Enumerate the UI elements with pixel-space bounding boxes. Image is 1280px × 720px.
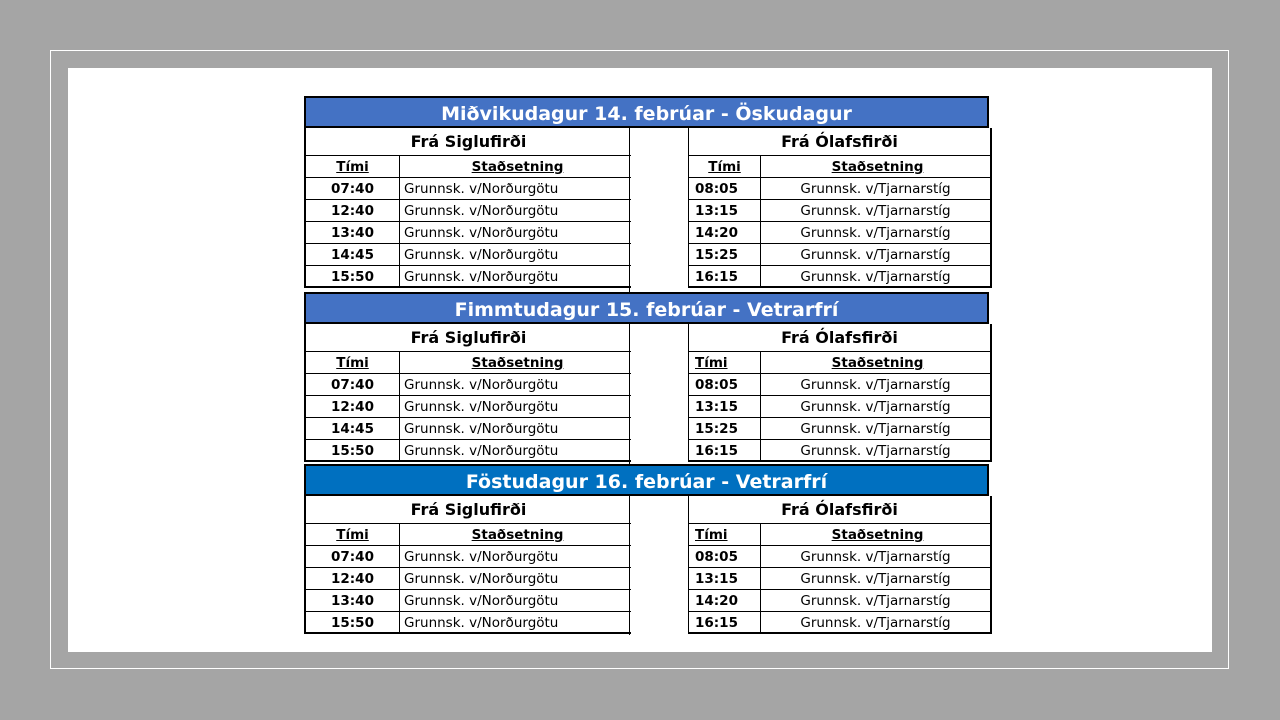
day-banner: Föstudagur 16. febrúar - Vetrarfrí [304, 464, 989, 496]
table-title: Frá Siglufirði [306, 496, 631, 524]
departure-place: Grunnsk. v/Tjarnarstíg [800, 549, 951, 565]
departure-time: 13:15 [689, 396, 761, 417]
departure-time: 07:40 [306, 178, 400, 199]
departure-place: Grunnsk. v/Tjarnarstíg [800, 181, 951, 197]
table-row [689, 178, 990, 200]
column-header-time: Tími [689, 156, 761, 177]
column-gap [629, 496, 688, 635]
departure-place: Grunnsk. v/Tjarnarstíg [800, 571, 951, 587]
departure-time: 16:15 [689, 266, 761, 286]
column-header-time: Tími [689, 524, 761, 545]
table-header-row [689, 524, 990, 546]
departure-place: Grunnsk. v/Norðurgötu [404, 247, 559, 263]
departure-place: Grunnsk. v/Norðurgötu [404, 225, 559, 241]
departure-place: Grunnsk. v/Norðurgötu [404, 593, 559, 609]
departure-time: 13:40 [306, 590, 400, 611]
departure-place: Grunnsk. v/Norðurgötu [404, 269, 559, 285]
departure-time: 13:15 [689, 200, 761, 221]
column-gap [629, 128, 688, 292]
from-siglufjordur-table [304, 496, 631, 634]
departure-place: Grunnsk. v/Norðurgötu [404, 571, 559, 587]
departure-time: 14:45 [306, 244, 400, 265]
departure-time: 12:40 [306, 396, 400, 417]
departure-time: 15:25 [689, 418, 761, 439]
departure-time: 07:40 [306, 546, 400, 567]
table-row [306, 244, 631, 266]
departure-time: 08:05 [689, 374, 761, 395]
departure-place: Grunnsk. v/Tjarnarstíg [800, 593, 951, 609]
column-header-time: Tími [306, 352, 400, 373]
departure-place: Grunnsk. v/Norðurgötu [404, 615, 559, 631]
departure-time: 14:20 [689, 222, 761, 243]
departure-time: 08:05 [689, 546, 761, 567]
column-header-place: Staðsetning [471, 355, 564, 371]
table-row [689, 222, 990, 244]
day-section [304, 292, 989, 464]
table-row [306, 266, 631, 288]
table-row [306, 612, 631, 634]
table-row [306, 418, 631, 440]
table-row [689, 440, 990, 462]
table-row [689, 396, 990, 418]
table-row [689, 568, 990, 590]
column-header-time: Tími [306, 524, 400, 545]
departure-place: Grunnsk. v/Tjarnarstíg [800, 399, 951, 415]
from-olafsfjordur-table [688, 324, 992, 462]
table-header-row [306, 524, 631, 546]
departure-time: 13:15 [689, 568, 761, 589]
table-row [689, 546, 990, 568]
departure-time: 16:15 [689, 440, 761, 460]
departure-place: Grunnsk. v/Tjarnarstíg [800, 225, 951, 241]
table-row [306, 546, 631, 568]
day-banner: Miðvikudagur 14. febrúar - Öskudagur [304, 96, 989, 128]
table-row [689, 266, 990, 288]
departure-time: 15:50 [306, 440, 400, 460]
departure-place: Grunnsk. v/Tjarnarstíg [800, 269, 951, 285]
table-title: Frá Ólafsfirði [689, 128, 990, 156]
departure-place: Grunnsk. v/Tjarnarstíg [800, 615, 951, 631]
departure-time: 14:45 [306, 418, 400, 439]
table-title: Frá Ólafsfirði [689, 324, 990, 352]
departure-place: Grunnsk. v/Tjarnarstíg [800, 377, 951, 393]
table-header-row [306, 156, 631, 178]
day-section [304, 464, 989, 635]
departure-place: Grunnsk. v/Norðurgötu [404, 181, 559, 197]
departure-time: 16:15 [689, 612, 761, 632]
table-header-row [689, 156, 990, 178]
table-title: Frá Siglufirði [306, 324, 631, 352]
table-row [306, 440, 631, 462]
table-row [689, 244, 990, 266]
from-siglufjordur-table [304, 128, 631, 288]
column-header-place: Staðsetning [831, 159, 924, 175]
from-olafsfjordur-table [688, 128, 992, 288]
day-section [304, 96, 989, 292]
departure-time: 14:20 [689, 590, 761, 611]
table-title: Frá Ólafsfirði [689, 496, 990, 524]
table-row [306, 222, 631, 244]
column-header-place: Staðsetning [831, 527, 924, 543]
departure-time: 07:40 [306, 374, 400, 395]
departure-time: 12:40 [306, 200, 400, 221]
departure-place: Grunnsk. v/Norðurgötu [404, 377, 559, 393]
from-siglufjordur-table [304, 324, 631, 462]
departure-place: Grunnsk. v/Norðurgötu [404, 203, 559, 219]
table-row [306, 568, 631, 590]
departure-place: Grunnsk. v/Norðurgötu [404, 399, 559, 415]
column-header-place: Staðsetning [471, 159, 564, 175]
table-row [689, 418, 990, 440]
departure-place: Grunnsk. v/Norðurgötu [404, 421, 559, 437]
day-banner: Fimmtudagur 15. febrúar - Vetrarfrí [304, 292, 989, 324]
departure-time: 08:05 [689, 178, 761, 199]
table-row [306, 178, 631, 200]
column-header-time: Tími [689, 352, 761, 373]
column-header-time: Tími [306, 156, 400, 177]
bus-schedule [304, 96, 989, 635]
departure-place: Grunnsk. v/Norðurgötu [404, 549, 559, 565]
departure-time: 13:40 [306, 222, 400, 243]
departure-place: Grunnsk. v/Tjarnarstíg [800, 203, 951, 219]
departure-place: Grunnsk. v/Tjarnarstíg [800, 247, 951, 263]
departure-time: 15:50 [306, 266, 400, 286]
departure-time: 12:40 [306, 568, 400, 589]
column-header-place: Staðsetning [471, 527, 564, 543]
column-gap [629, 324, 688, 464]
departure-time: 15:25 [689, 244, 761, 265]
table-row [689, 612, 990, 634]
departure-place: Grunnsk. v/Tjarnarstíg [800, 443, 951, 459]
departure-place: Grunnsk. v/Tjarnarstíg [800, 421, 951, 437]
table-header-row [689, 352, 990, 374]
table-title: Frá Siglufirði [306, 128, 631, 156]
table-header-row [306, 352, 631, 374]
departure-time: 15:50 [306, 612, 400, 632]
table-row [689, 200, 990, 222]
from-olafsfjordur-table [688, 496, 992, 634]
table-row [306, 200, 631, 222]
table-row [689, 374, 990, 396]
table-row [689, 590, 990, 612]
departure-place: Grunnsk. v/Norðurgötu [404, 443, 559, 459]
column-header-place: Staðsetning [831, 355, 924, 371]
table-row [306, 374, 631, 396]
table-row [306, 590, 631, 612]
table-row [306, 396, 631, 418]
